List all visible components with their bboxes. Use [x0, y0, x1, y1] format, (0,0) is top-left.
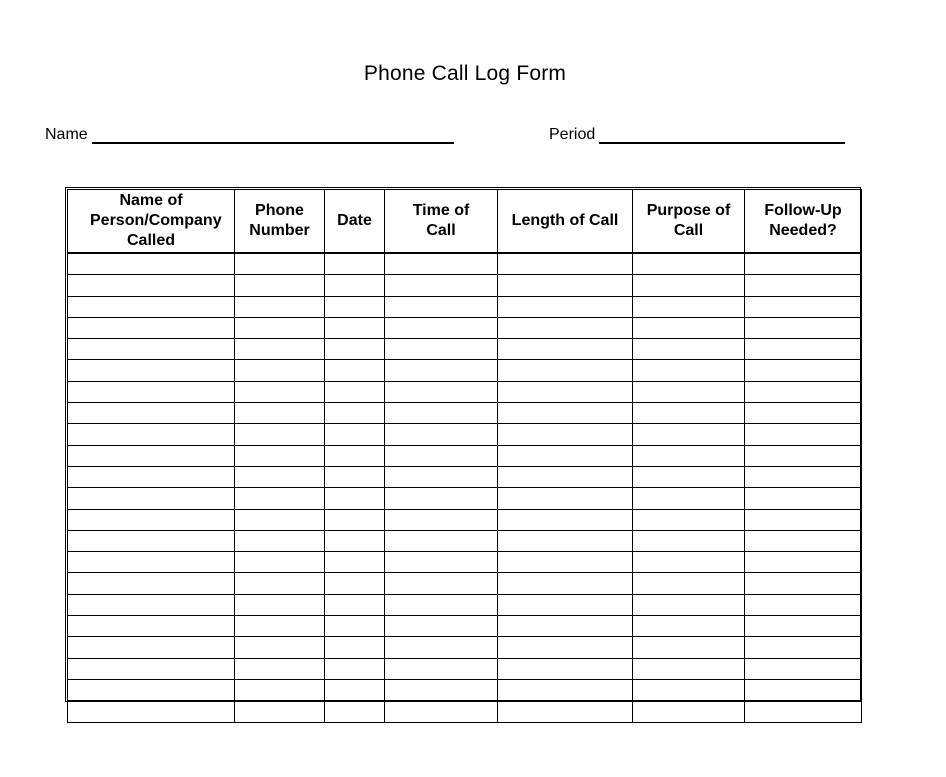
table-cell[interactable]	[633, 658, 745, 679]
table-row	[68, 658, 862, 679]
table-row	[68, 424, 862, 445]
table-cell[interactable]	[385, 360, 498, 381]
table-row	[68, 552, 862, 573]
table-cell[interactable]	[325, 403, 385, 424]
table-cell[interactable]	[235, 552, 325, 573]
table-cell[interactable]	[325, 466, 385, 487]
table-cell[interactable]	[235, 509, 325, 530]
table-cell[interactable]	[385, 296, 498, 317]
table-cell[interactable]	[498, 658, 633, 679]
table-row	[68, 701, 862, 722]
table-cell[interactable]	[68, 424, 235, 445]
table-cell[interactable]	[385, 509, 498, 530]
table-cell[interactable]	[745, 381, 862, 402]
table-cell[interactable]	[498, 253, 633, 275]
table-cell[interactable]	[498, 466, 633, 487]
table-cell[interactable]	[633, 275, 745, 296]
table-cell[interactable]	[235, 360, 325, 381]
table-cell[interactable]	[385, 381, 498, 402]
table-cell[interactable]	[633, 466, 745, 487]
table-row	[68, 381, 862, 402]
table-cell[interactable]	[68, 552, 235, 573]
table-cell[interactable]	[68, 253, 235, 275]
table-cell[interactable]	[633, 403, 745, 424]
table-cell[interactable]	[385, 339, 498, 360]
table-cell[interactable]	[325, 381, 385, 402]
table-cell[interactable]	[385, 616, 498, 637]
table-cell[interactable]	[235, 317, 325, 338]
table-cell[interactable]	[633, 637, 745, 658]
table-cell[interactable]	[745, 488, 862, 509]
table-row	[68, 339, 862, 360]
table-cell[interactable]	[498, 488, 633, 509]
table-cell[interactable]	[68, 296, 235, 317]
table-cell[interactable]	[68, 488, 235, 509]
table-cell[interactable]	[385, 552, 498, 573]
table-row	[68, 488, 862, 509]
table-cell[interactable]	[745, 509, 862, 530]
table-cell[interactable]	[325, 445, 385, 466]
table-cell[interactable]	[745, 275, 862, 296]
table-cell[interactable]	[633, 573, 745, 594]
table-cell[interactable]	[498, 275, 633, 296]
table-cell[interactable]	[325, 594, 385, 615]
table-cell[interactable]	[235, 445, 325, 466]
table-cell[interactable]	[498, 509, 633, 530]
table-cell[interactable]	[235, 679, 325, 700]
table-cell[interactable]	[68, 317, 235, 338]
table-cell[interactable]	[68, 275, 235, 296]
table-cell[interactable]	[498, 317, 633, 338]
table-cell[interactable]	[235, 296, 325, 317]
table-cell[interactable]	[235, 594, 325, 615]
table-cell[interactable]	[498, 552, 633, 573]
table-cell[interactable]	[235, 403, 325, 424]
table-cell[interactable]	[633, 616, 745, 637]
table-cell[interactable]	[325, 701, 385, 722]
table-cell[interactable]	[745, 403, 862, 424]
table-cell[interactable]	[325, 530, 385, 551]
table-cell[interactable]	[745, 360, 862, 381]
column-header-follow-up: Follow-Up Needed?	[745, 190, 862, 254]
table-cell[interactable]	[235, 339, 325, 360]
table-cell[interactable]	[325, 424, 385, 445]
table-cell[interactable]	[385, 403, 498, 424]
table-body	[68, 253, 862, 722]
table-cell[interactable]	[745, 339, 862, 360]
table-cell[interactable]	[633, 317, 745, 338]
table-cell[interactable]	[498, 424, 633, 445]
table-row	[68, 253, 862, 275]
table-cell[interactable]	[385, 275, 498, 296]
column-header-length: Length of Call	[498, 190, 633, 254]
table-cell[interactable]	[745, 658, 862, 679]
table-cell[interactable]	[498, 616, 633, 637]
table-cell[interactable]	[68, 637, 235, 658]
table-header-row	[68, 190, 862, 254]
table-cell[interactable]	[385, 573, 498, 594]
table-cell[interactable]	[745, 445, 862, 466]
table-row	[68, 573, 862, 594]
table-cell[interactable]	[633, 552, 745, 573]
table-cell[interactable]	[745, 637, 862, 658]
table-cell[interactable]	[745, 594, 862, 615]
column-header-purpose: Purpose of Call	[633, 190, 745, 254]
table-cell[interactable]	[325, 637, 385, 658]
table-cell[interactable]	[68, 360, 235, 381]
table-cell[interactable]	[68, 403, 235, 424]
table-cell[interactable]	[68, 679, 235, 700]
table-cell[interactable]	[385, 594, 498, 615]
table-cell[interactable]	[68, 381, 235, 402]
table-cell[interactable]	[633, 296, 745, 317]
table-row	[68, 679, 862, 700]
table-cell[interactable]	[325, 275, 385, 296]
column-header-phone: Phone Number	[235, 190, 325, 254]
table-cell[interactable]	[68, 616, 235, 637]
table-cell[interactable]	[745, 424, 862, 445]
table-row	[68, 530, 862, 551]
table-cell[interactable]	[235, 424, 325, 445]
table-cell[interactable]	[745, 296, 862, 317]
table-cell[interactable]	[498, 381, 633, 402]
table-cell[interactable]	[325, 616, 385, 637]
column-header-name: Name of Person/Company Called	[68, 190, 235, 254]
call-log-table-frame	[65, 187, 861, 702]
table-cell[interactable]	[235, 466, 325, 487]
table-cell[interactable]	[325, 658, 385, 679]
table-cell[interactable]	[235, 637, 325, 658]
table-row	[68, 275, 862, 296]
table-cell[interactable]	[745, 701, 862, 722]
table-cell[interactable]	[633, 701, 745, 722]
table-cell[interactable]	[68, 701, 235, 722]
table-cell[interactable]	[68, 445, 235, 466]
table-cell[interactable]	[633, 594, 745, 615]
table-cell[interactable]	[633, 509, 745, 530]
table-cell[interactable]	[325, 679, 385, 700]
table-cell[interactable]	[498, 296, 633, 317]
table-cell[interactable]	[385, 701, 498, 722]
table-cell[interactable]	[745, 466, 862, 487]
table-cell[interactable]	[498, 403, 633, 424]
form-title: Phone Call Log Form	[363, 62, 567, 85]
table-cell[interactable]	[633, 360, 745, 381]
table-cell[interactable]	[235, 573, 325, 594]
table-cell[interactable]	[235, 488, 325, 509]
table-cell[interactable]	[385, 637, 498, 658]
table-cell[interactable]	[325, 360, 385, 381]
table-cell[interactable]	[325, 552, 385, 573]
table-cell[interactable]	[633, 381, 745, 402]
name-field	[45, 122, 454, 146]
table-cell[interactable]	[498, 360, 633, 381]
table-cell[interactable]	[745, 679, 862, 700]
table-cell[interactable]	[633, 679, 745, 700]
table-cell[interactable]	[325, 253, 385, 275]
table-cell[interactable]	[385, 253, 498, 275]
column-header-time: Time of Call	[385, 190, 498, 254]
table-cell[interactable]	[745, 253, 862, 275]
table-cell[interactable]	[68, 530, 235, 551]
table-row	[68, 616, 862, 637]
table-cell[interactable]	[633, 253, 745, 275]
table-cell[interactable]	[235, 253, 325, 275]
table-cell[interactable]	[325, 488, 385, 509]
table-cell[interactable]	[498, 530, 633, 551]
table-cell[interactable]	[745, 530, 862, 551]
table-cell[interactable]	[633, 530, 745, 551]
table-row	[68, 466, 862, 487]
table-cell[interactable]	[745, 317, 862, 338]
table-cell[interactable]	[498, 339, 633, 360]
name-label: Name	[45, 126, 88, 143]
table-row	[68, 403, 862, 424]
table-cell[interactable]	[498, 445, 633, 466]
table-cell[interactable]	[385, 488, 498, 509]
table-cell[interactable]	[325, 573, 385, 594]
table-cell[interactable]	[325, 317, 385, 338]
table-cell[interactable]	[68, 466, 235, 487]
table-cell[interactable]	[498, 679, 633, 700]
period-field	[549, 122, 845, 146]
table-cell[interactable]	[68, 658, 235, 679]
table-cell[interactable]	[745, 552, 862, 573]
table-cell[interactable]	[68, 339, 235, 360]
table-cell[interactable]	[68, 573, 235, 594]
period-input-line[interactable]	[599, 142, 845, 144]
table-cell[interactable]	[633, 488, 745, 509]
call-log-table	[67, 189, 862, 723]
table-cell[interactable]	[235, 701, 325, 722]
table-cell[interactable]	[498, 637, 633, 658]
table-cell[interactable]	[498, 701, 633, 722]
table-cell[interactable]	[498, 594, 633, 615]
table-cell[interactable]	[633, 445, 745, 466]
table-cell[interactable]	[235, 658, 325, 679]
table-cell[interactable]	[235, 616, 325, 637]
table-cell[interactable]	[325, 339, 385, 360]
table-row	[68, 296, 862, 317]
table-cell[interactable]	[385, 658, 498, 679]
table-cell[interactable]	[385, 466, 498, 487]
table-cell[interactable]	[385, 445, 498, 466]
column-header-date: Date	[325, 190, 385, 254]
table-row	[68, 509, 862, 530]
table-cell[interactable]	[385, 530, 498, 551]
table-cell[interactable]	[235, 275, 325, 296]
table-cell[interactable]	[68, 594, 235, 615]
table-cell[interactable]	[633, 339, 745, 360]
table-cell[interactable]	[325, 509, 385, 530]
table-cell[interactable]	[385, 424, 498, 445]
name-input-line[interactable]	[92, 142, 454, 144]
table-cell[interactable]	[745, 573, 862, 594]
period-label: Period	[549, 126, 596, 143]
table-cell[interactable]	[745, 616, 862, 637]
table-row	[68, 445, 862, 466]
table-cell[interactable]	[325, 296, 385, 317]
table-row	[68, 594, 862, 615]
table-cell[interactable]	[498, 573, 633, 594]
table-cell[interactable]	[235, 381, 325, 402]
table-cell[interactable]	[385, 317, 498, 338]
table-cell[interactable]	[385, 679, 498, 700]
table-cell[interactable]	[235, 530, 325, 551]
table-row	[68, 637, 862, 658]
table-row	[68, 360, 862, 381]
table-cell[interactable]	[68, 509, 235, 530]
table-cell[interactable]	[633, 424, 745, 445]
table-row	[68, 317, 862, 338]
